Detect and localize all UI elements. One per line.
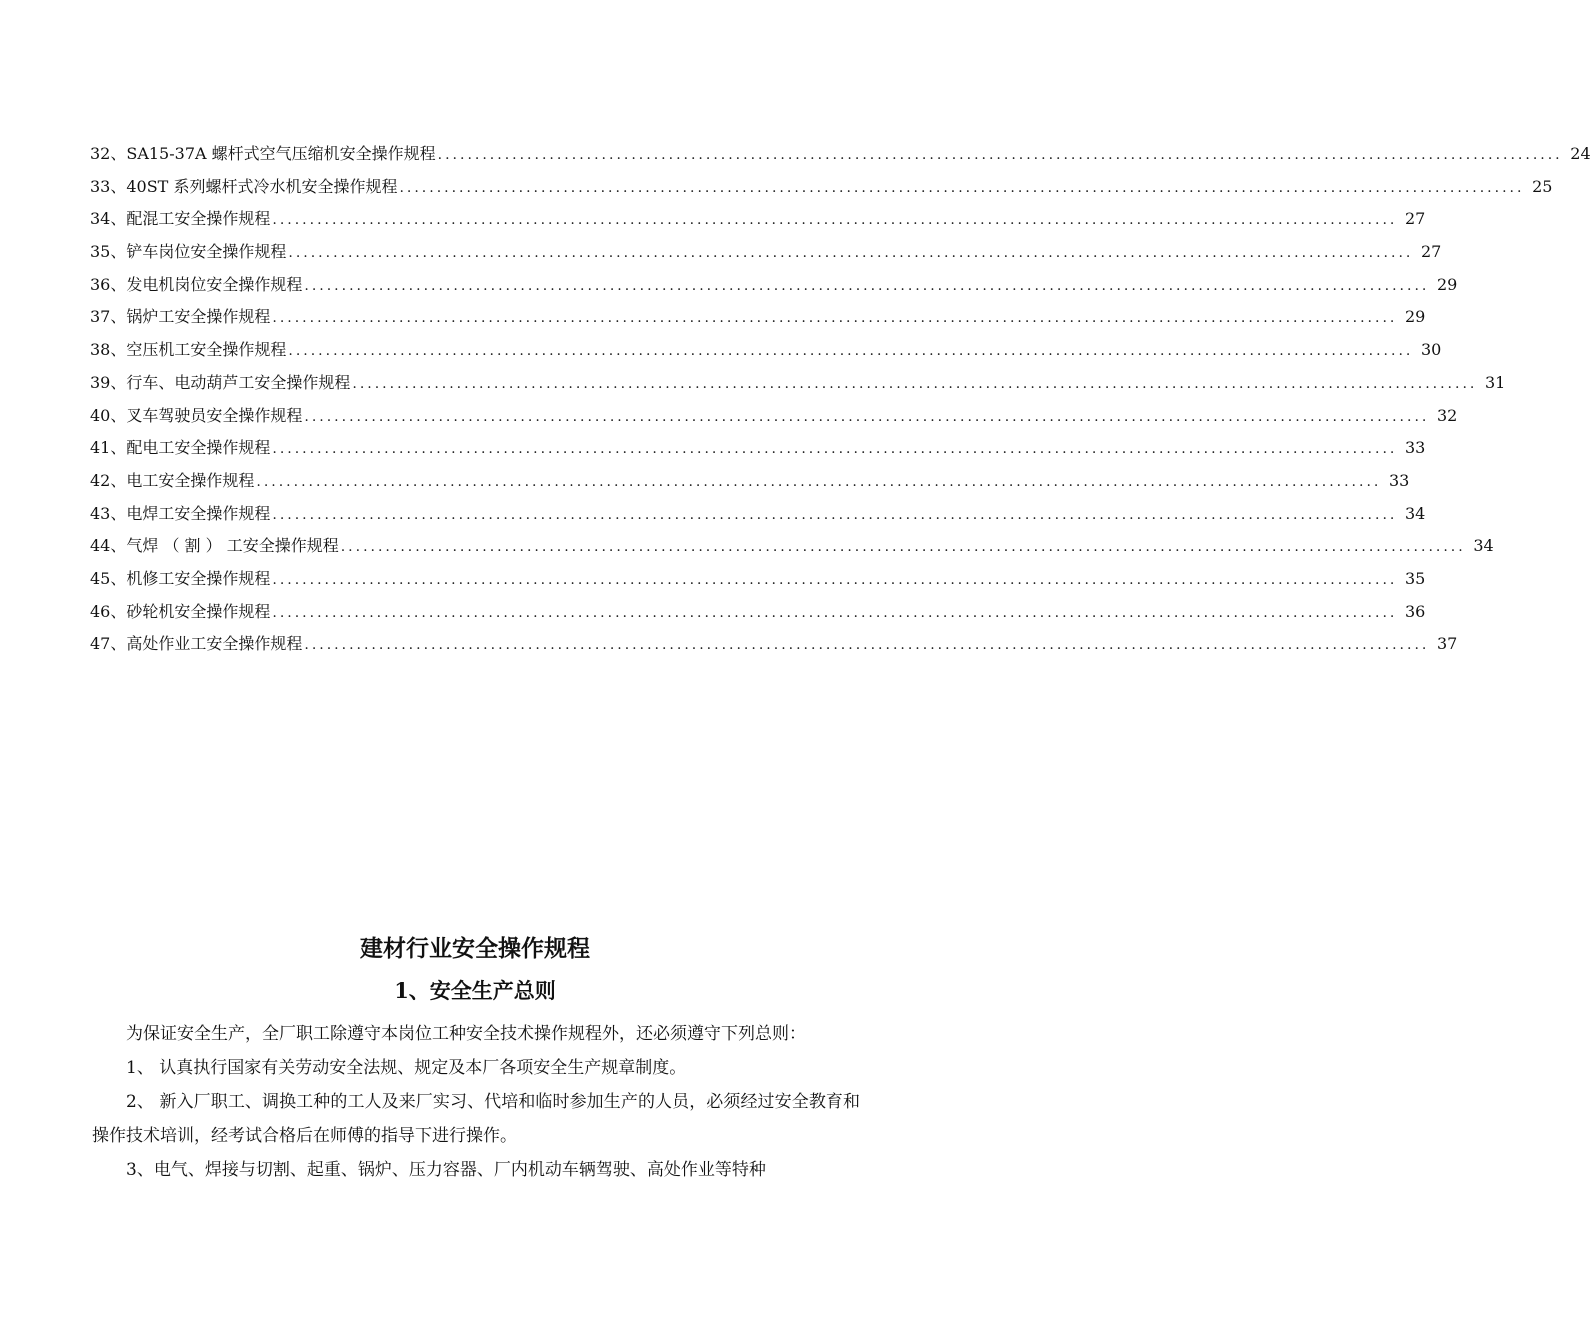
toc-dot-leader: .......................................................................................................................................................: [340, 539, 1466, 556]
toc-dot-leader: .......................................................................................................................................................: [304, 277, 1430, 294]
rule-paragraph-3: 3、电气、焊接与切割、起重、锅炉、压力容器、厂内机动车辆驾驶、高处作业等特种: [126, 1160, 766, 1180]
toc-dot-leader: .......................................................................................................................................................: [352, 375, 1478, 392]
toc-entry-page: 29: [1405, 307, 1426, 327]
toc-dot-leader: .......................................................................................................................................................: [272, 604, 1398, 621]
toc-entry[interactable]: [90, 432, 1426, 465]
toc-dot-leader: .......................................................................................................................................................: [272, 506, 1398, 523]
toc-dot-leader: .......................................................................................................................................................: [288, 343, 1414, 360]
toc-entry-title: 40、叉车驾驶员安全操作规程: [90, 405, 303, 425]
toc-entry-title: 32、SA15-37A 螺杆式空气压缩机安全操作规程: [90, 144, 436, 163]
toc-entry-title: 35、铲车岗位安全操作规程: [90, 242, 287, 262]
toc-entry-title: 45、机修工安全操作规程: [90, 568, 271, 588]
toc-dot-leader: .......................................................................................................................................................: [288, 245, 1414, 262]
toc-entry-title: 42、电工安全操作规程: [90, 470, 255, 490]
toc-dot-leader: .......................................................................................................................................................: [272, 441, 1398, 458]
toc-entry[interactable]: [90, 498, 1426, 531]
toc-entry-page: 34: [1473, 536, 1494, 556]
toc-dot-leader: .......................................................................................................................................................: [272, 212, 1398, 229]
toc-entry-page: 32: [1437, 405, 1458, 425]
toc-entry-title: 37、锅炉工安全操作规程: [90, 307, 271, 327]
toc-entry-title: 43、电焊工安全操作规程: [90, 503, 271, 523]
toc-entry-page: 36: [1405, 601, 1426, 621]
toc-entry-page: 34: [1405, 503, 1426, 523]
toc-dot-leader: .......................................................................................................................................................: [437, 147, 1563, 163]
toc-entry-title: 46、砂轮机安全操作规程: [90, 601, 271, 621]
toc-entry[interactable]: [90, 465, 1410, 498]
toc-entry[interactable]: [90, 301, 1426, 334]
toc-entry[interactable]: [90, 171, 1553, 204]
toc-entry[interactable]: [90, 596, 1426, 629]
toc-entry-title: 39、行车、电动葫芦工安全操作规程: [90, 372, 351, 392]
toc-entry-title: 36、发电机岗位安全操作规程: [90, 274, 303, 294]
toc-entry-page: 25: [1532, 176, 1553, 196]
toc-entry-page: 33: [1405, 438, 1426, 458]
toc-entry-title: 38、空压机工安全操作规程: [90, 340, 287, 360]
toc-entry-title: 41、配电工安全操作规程: [90, 438, 271, 458]
rule-paragraph-1: 1、 认真执行国家有关劳动安全法规、规定及本厂各项安全生产规章制度。: [126, 1058, 687, 1078]
toc-entry-page: 37: [1437, 634, 1458, 654]
toc-entry-page: 35: [1405, 568, 1426, 588]
rule-paragraph-2: 2、 新入厂职工、调换工种的工人及来厂实习、代培和临时参加生产的人员，必须经过安全教育和操作技术培训，经考试合格后在师傅的指导下进行操作。: [92, 1092, 860, 1146]
toc-entry-title: 47、高处作业工安全操作规程: [90, 634, 303, 654]
toc-entry-title: 34、配混工安全操作规程: [90, 209, 271, 229]
section-body: [92, 1017, 860, 1187]
toc-dot-leader: .......................................................................................................................................................: [272, 310, 1398, 327]
toc-entry[interactable]: [90, 269, 1458, 302]
toc-entry[interactable]: [90, 367, 1506, 400]
toc-entry-title: 44、气焊 （ 割 ） 工安全操作规程: [90, 536, 339, 556]
toc-dot-leader: .......................................................................................................................................................: [304, 637, 1430, 654]
toc-dot-leader: .......................................................................................................................................................: [399, 179, 1525, 196]
toc-entry[interactable]: [90, 236, 1442, 269]
section-title: 1、安全生产总则: [394, 978, 556, 1003]
document-title: 建材行业安全操作规程: [360, 935, 590, 962]
toc-dot-leader: .......................................................................................................................................................: [304, 408, 1430, 425]
toc-dot-leader: .......................................................................................................................................................: [272, 571, 1398, 588]
table-of-contents: [90, 138, 1591, 661]
toc-entry[interactable]: [90, 628, 1458, 661]
toc-entry-title: 33、40ST 系列螺杆式冷水机安全操作规程: [90, 176, 398, 196]
toc-entry-page: 27: [1421, 242, 1442, 262]
toc-entry-page: 33: [1389, 470, 1410, 490]
toc-entry-page: 24: [1570, 144, 1591, 163]
toc-entry[interactable]: [90, 563, 1426, 596]
toc-entry[interactable]: [90, 530, 1494, 563]
toc-dot-leader: .......................................................................................................................................................: [256, 473, 1382, 490]
toc-entry-page: 30: [1421, 340, 1442, 360]
toc-entry-page: 29: [1437, 274, 1458, 294]
toc-entry[interactable]: [90, 334, 1442, 367]
toc-entry-page: 31: [1485, 372, 1506, 392]
toc-entry[interactable]: [90, 138, 1591, 171]
toc-entry[interactable]: [90, 203, 1426, 236]
toc-entry-page: 27: [1405, 209, 1426, 229]
intro-paragraph: 为保证安全生产，全厂职工除遵守本岗位工种安全技术操作规程外，还必须遵守下列总则：: [126, 1024, 806, 1044]
toc-entry[interactable]: [90, 400, 1458, 433]
